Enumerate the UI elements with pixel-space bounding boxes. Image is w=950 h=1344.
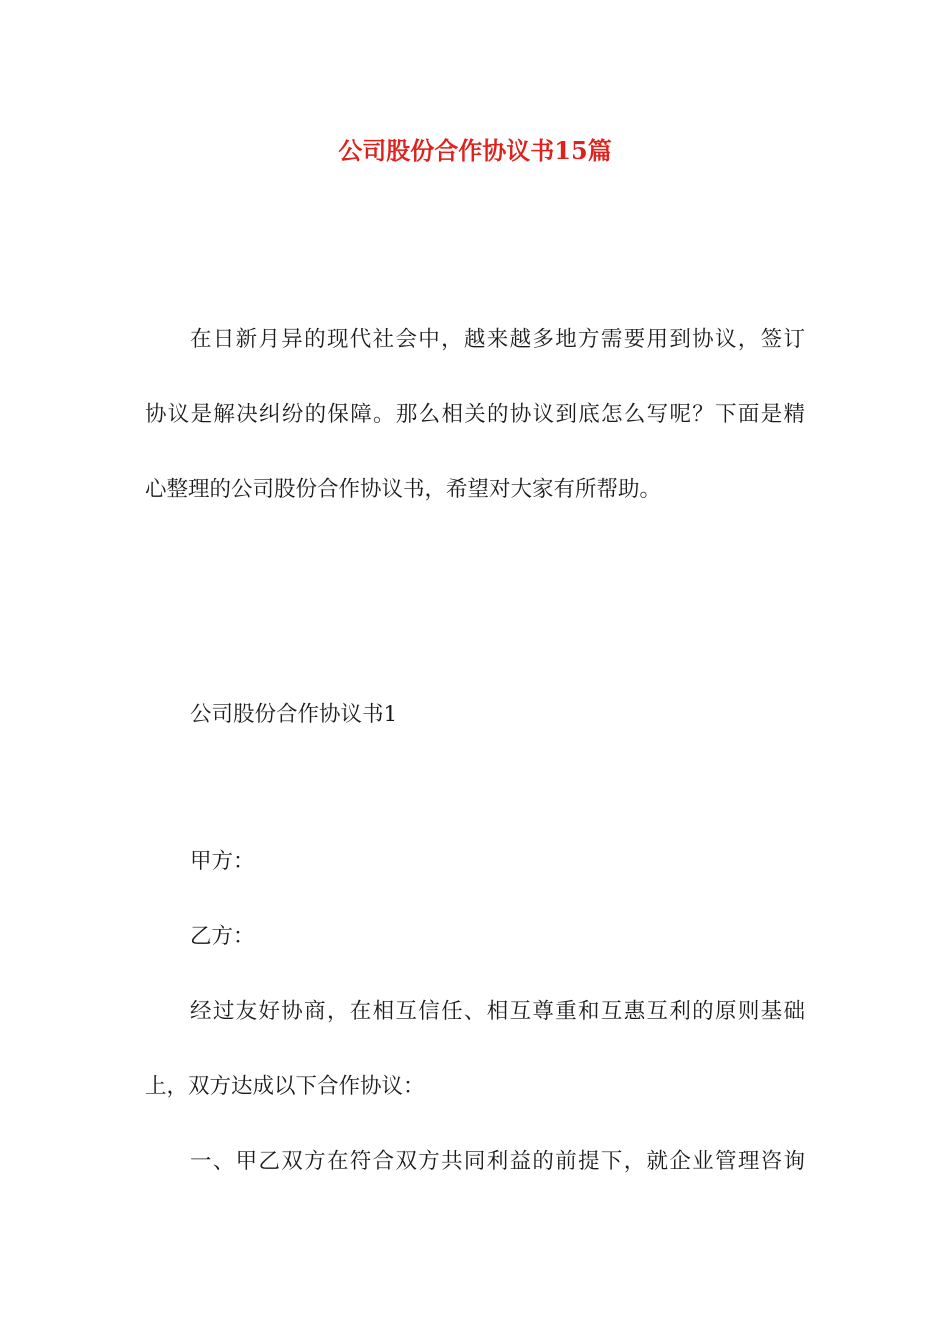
section-heading: 公司股份合作协议书1 — [190, 702, 398, 727]
document-title: 公司股份合作协议书15篇 — [338, 136, 612, 165]
intro-line-3: 心整理的公司股份合作协议书，希望对大家有所帮助。 — [145, 477, 662, 502]
party-a-label: 甲方： — [190, 849, 255, 874]
clause1-line-1: 一、甲乙双方在符合双方共同利益的前提下，就企业管理咨询 — [190, 1149, 805, 1174]
party-b-label: 乙方： — [190, 924, 255, 949]
intro-line-2: 协议是解决纠纷的保障。那么相关的协议到底怎么写呢？下面是精 — [145, 402, 805, 427]
intro-line-1: 在日新月异的现代社会中，越来越多地方需要用到协议，签订 — [190, 327, 805, 352]
para1-line-2: 上，双方达成以下合作协议： — [145, 1074, 425, 1099]
para1-line-1: 经过友好协商，在相互信任、相互尊重和互惠互利的原则基础 — [190, 999, 805, 1024]
